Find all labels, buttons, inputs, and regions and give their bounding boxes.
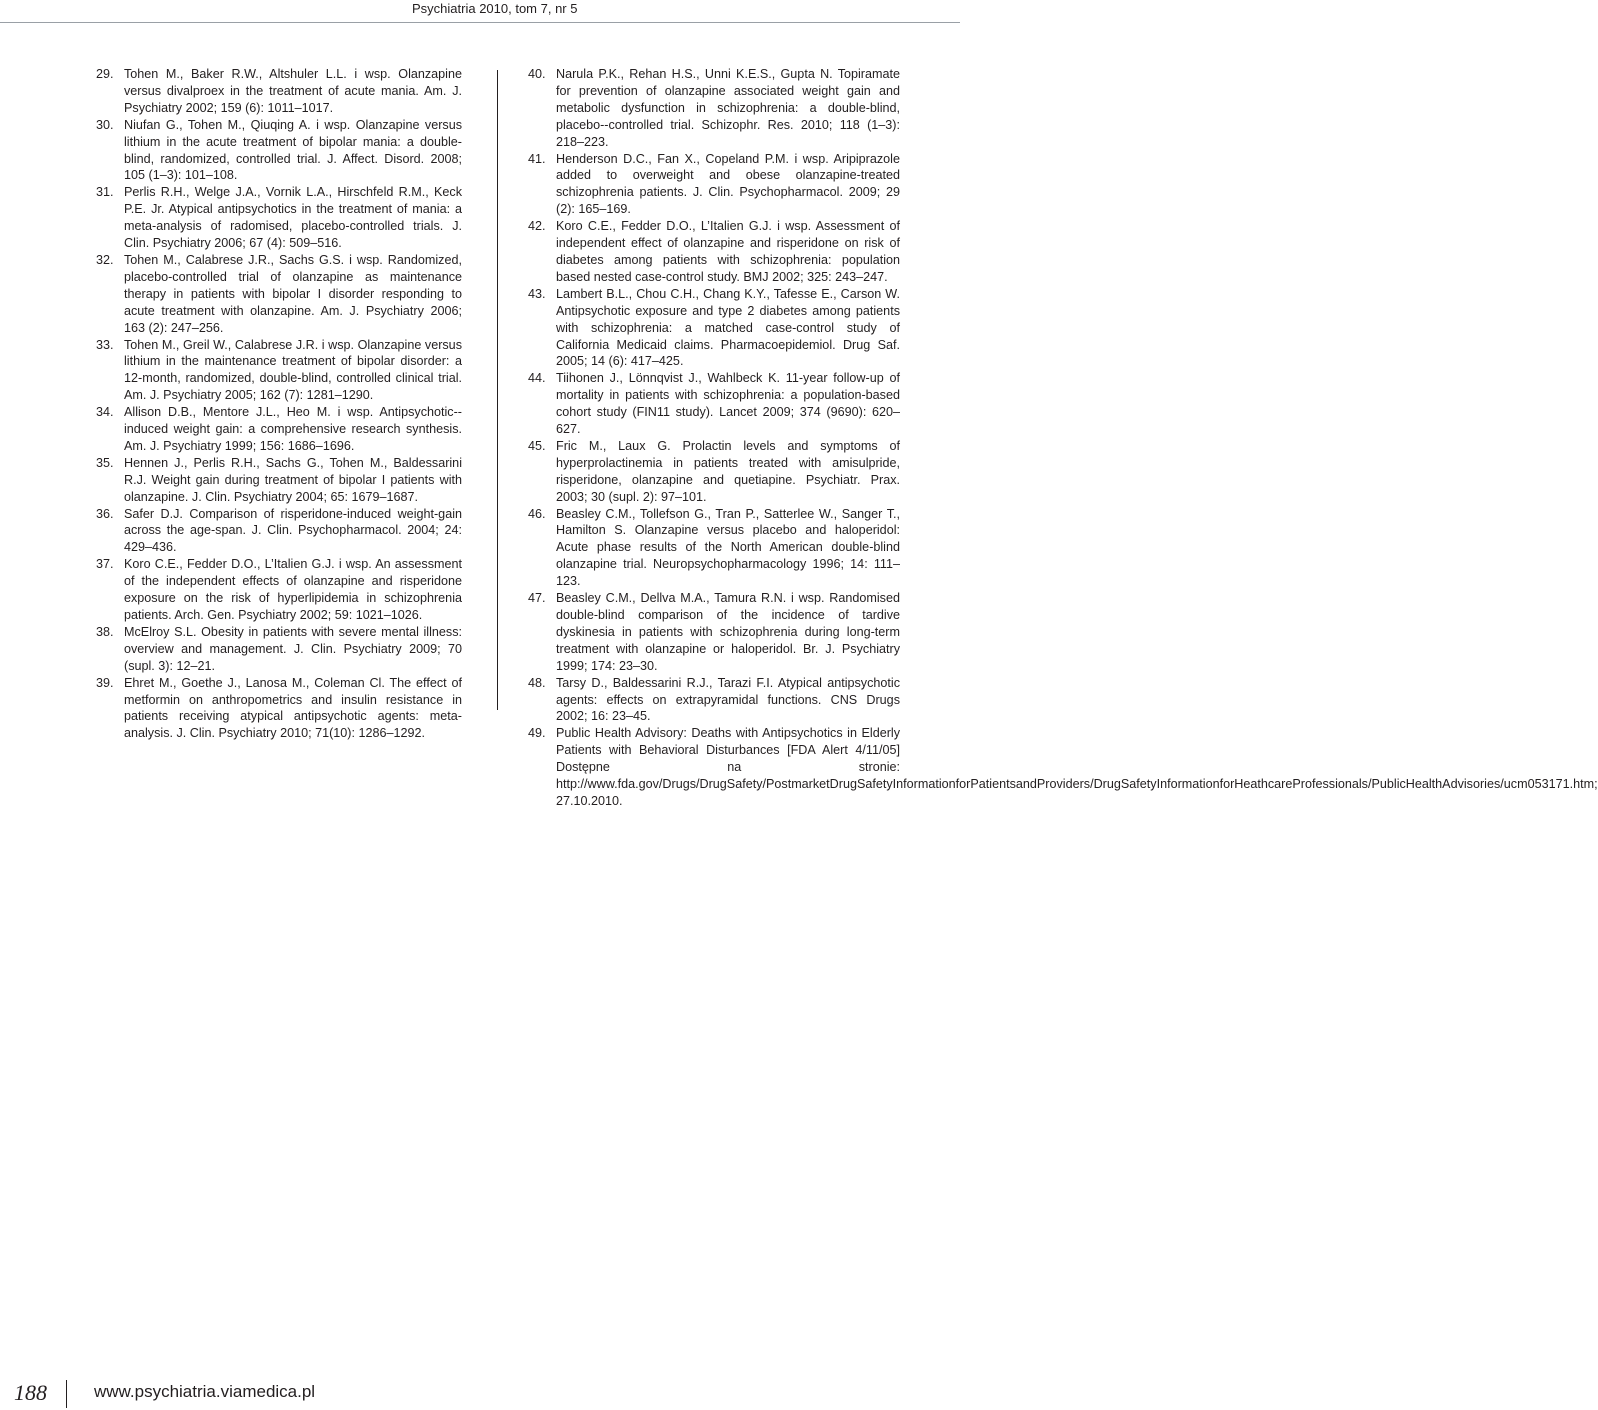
reference-text: Beasley C.M., Tollefson G., Tran P., Satterlee W., Sanger T., Hamilton S. Olanzapine versus placebo and haloperidol: Acute phase results of the North American double-blind olanzapine trial. Neuropsychopharmacology 1996; 14: 111–123. [556,506,900,589]
reference-item [96,675,462,743]
reference-text: Lambert B.L., Chou C.H., Chang K.Y., Tafesse E., Carson W. Antipsychotic exposure and type 2 diabetes among patients with schizophrenia: a matched case-control study of California Medicaid claims. Pharmacoepidemiol. Drug Saf. 2005; 14 (6): 417–425. [556,286,900,369]
page-footer [0,1366,960,1410]
references-left-column [96,66,462,742]
reference-number: 36. [96,506,114,521]
reference-text: Beasley C.M., Dellva M.A., Tamura R.N. i wsp. Randomised double-blind comparison of the incidence of tardive dyskinesia in patients with schizophrenia during long-term treatment with olanzapine or haloperidol. Br. J. Psychiatry 1999; 174: 23–30. [556,591,900,673]
reference-text: Tiihonen J., Lönnqvist J., Wahlbeck K. 11-year follow-up of mortality in patients with schizophrenia: a population-based cohort study (FIN11 study). Lancet 2009; 374 (9690): 620–627. [556,371,900,437]
reference-number: 33. [96,337,114,352]
reference-number: 38. [96,624,114,639]
reference-number: 45. [528,438,546,453]
reference-item [528,151,900,219]
reference-item [528,438,900,506]
reference-item [528,66,900,151]
reference-item [96,624,462,675]
reference-item [96,184,462,252]
reference-text: Perlis R.H., Welge J.A., Vornik L.A., Hirschfeld R.M., Keck P.E. Jr. Atypical antipsychotics in the treatment of mania: a meta-analysis of radomised, placebo-controlled trials. J. Clin. Psychiatry 2006; 67 (4): 509–516. [124,185,462,251]
reference-number: 29. [96,67,114,81]
references-right-column [528,66,1598,810]
reference-number: 40. [528,67,546,81]
reference-number: 37. [96,557,114,572]
reference-text: Koro C.E., Fedder D.O., L’Italien G.J. i wsp. Assessment of independent effect of olanzapine and risperidone on risk of diabetes among patients with schizophrenia: population based nested case-control study. BMJ 2002; 325: 243–247. [556,219,900,284]
reference-item [528,590,900,675]
reference-number: 46. [528,506,546,521]
reference-number: 48. [528,675,546,690]
reference-number: 42. [528,219,546,234]
reference-item [528,370,900,438]
reference-text: Narula P.K., Rehan H.S., Unni K.E.S., Gupta N. Topiramate for prevention of olanzapine associated weight gain and metabolic dysfunction in schizophrenia: a double-blind, placebo--controlled trial. Schizophr. Res. 2010; 118 (1–3): 218–223. [556,67,900,149]
reference-number: 41. [528,151,546,166]
reference-item [528,286,900,371]
reference-number: 34. [96,405,114,420]
reference-item [96,455,462,506]
reference-number: 49. [528,726,546,741]
reference-item [528,218,900,286]
header-rule [0,22,960,23]
reference-number: 43. [528,286,546,301]
reference-item [96,556,462,624]
reference-number: 39. [96,675,114,690]
reference-text: Ehret M., Goethe J., Lanosa M., Coleman Cl. The effect of metformin on anthropometrics and insulin resistance in patients receiving atypical antipsychotic agents: meta-analysis. J. Clin. Psychiatry 2010; 71(10): 1286–1292. [124,675,462,741]
reference-item [96,66,462,117]
reference-item [96,252,462,337]
journal-citation: Psychiatria 2010, tom 7, nr 5 [412,1,578,16]
column-divider [497,70,498,710]
reference-text: Henderson D.C., Fan X., Copeland P.M. i wsp. Aripiprazole added to overweight and obese olanzapine-treated schizophrenia patients. J. Clin. Psychopharmacol. 2009; 29 (2): 165–169. [556,151,900,217]
website-link[interactable]: www.psychiatria.viamedica.pl [94,1382,316,1401]
reference-item [96,506,462,557]
reference-number: 35. [96,455,114,470]
reference-text: Tohen M., Calabrese J.R., Sachs G.S. i wsp. Randomized, placebo-controlled trial of olanzapine as maintenance therapy in patients with bipolar I disorder responding to acute treatment with olanzapine. Am. J. Psychiatry 2006; 163 (2): 247–256. [124,252,462,335]
reference-item [96,337,462,405]
reference-item [96,117,462,185]
footer-divider [66,1380,67,1408]
reference-item [528,675,900,726]
reference-number: 32. [96,252,114,267]
reference-text: Tarsy D., Baldessarini R.J., Tarazi F.I. Atypical antipsychotic agents: effects on extrapyramidal functions. CNS Drugs 2002; 16: 23–45. [556,675,900,724]
reference-text: Safer D.J. Comparison of risperidone-induced weight-gain across the age-span. J. Clin. Psychopharmacol. 2004; 24: 429–436. [124,506,462,555]
reference-text: Tohen M., Baker R.W., Altshuler L.L. i wsp. Olanzapine versus divalproex in the treatment of acute mania. Am. J. Psychiatry 2002; 159 (6): 1011–1017. [124,67,462,115]
reference-text: Allison D.B., Mentore J.L., Heo M. i wsp. Antipsychotic--induced weight gain: a comprehensive research synthesis. Am. J. Psychiatry 1999; 156: 1686–1696. [124,405,462,453]
reference-item [528,506,900,591]
reference-text: Fric M., Laux G. Prolactin levels and symptoms of hyperprolactinemia in patients treated with amisulpride, risperidone, olanzapine and quetiapine. Psychiatr. Prax. 2003; 30 (supl. 2): 97–101. [556,438,900,504]
reference-text: Public Health Advisory: Deaths with Antipsychotics in Elderly Patients with Behavioral Disturbances [FDA Alert 4/11/05] Dostępne na stronie: http://www.fda.gov/Drugs/DrugSafety/PostmarketDrugSafetyInformationforPatientsandProviders/DrugSafetyInformationforHeathcareProfessionals/PublicHealthAdvisories/ucm053171.htm; 27.10.2010. [556,726,1598,808]
reference-number: 31. [96,185,114,200]
reference-item [96,404,462,455]
reference-text: Tohen M., Greil W., Calabrese J.R. i wsp. Olanzapine versus lithium in the maintenance treatment of bipolar disorder: a 12-month, randomized, double-blind, controlled clinical trial. Am. J. Psychiatry 2005; 162 (7): 1281–1290. [124,337,462,403]
running-header [0,0,960,22]
reference-text: Niufan G., Tohen M., Qiuqing A. i wsp. Olanzapine versus lithium in the acute treatment of bipolar mania: a double-blind, randomized, controlled trial. J. Affect. Disord. 2008; 105 (1–3): 101–108. [124,117,462,183]
reference-text: Hennen J., Perlis R.H., Sachs G., Tohen M., Baldessarini R.J. Weight gain during treatment of bipolar I patients with olanzapine. J. Clin. Psychiatry 2004; 65: 1679–1687. [124,455,462,504]
reference-number: 30. [96,117,114,132]
reference-number: 47. [528,591,546,606]
reference-text: Koro C.E., Fedder D.O., L’Italien G.J. i wsp. An assessment of the independent effects of olanzapine and risperidone exposure on the risk of hyperlipidemia in schizophrenia patients. Arch. Gen. Psychiatry 2002; 59: 1021–1026. [124,557,462,622]
reference-number: 44. [528,371,546,386]
reference-text: McElroy S.L. Obesity in patients with severe mental illness: overview and management. J. Clin. Psychiatry 2009; 70 (supl. 3): 12–21. [124,624,462,673]
page-number: 188 [14,1380,47,1405]
reference-item [528,725,1598,810]
